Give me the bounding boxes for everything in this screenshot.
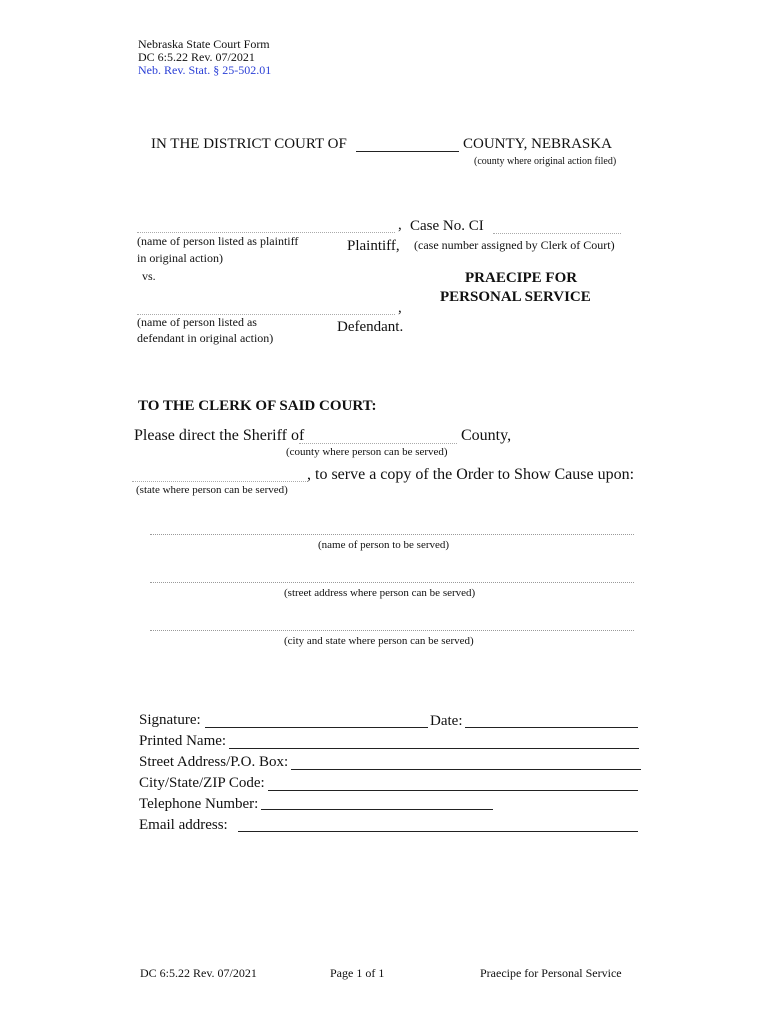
case-number-label: Case No. CI [410,218,484,234]
state-field[interactable] [132,480,308,482]
court-county-field[interactable] [356,150,459,152]
date-field[interactable] [465,726,638,728]
court-prefix: IN THE DISTRICT COURT OF [151,136,347,152]
form-title-line2: PERSONAL SERVICE [440,289,591,305]
footer-form-id: DC 6:5.22 Rev. 07/2021 [140,966,257,980]
state-hint: (state where person can be served) [136,484,288,496]
signature-label: Signature: [139,712,201,728]
sheriff-county-field[interactable] [299,442,457,444]
date-label: Date: [430,713,463,729]
person-name-field[interactable] [150,533,634,535]
footer-page-number: Page 1 of 1 [330,966,385,980]
street-label: Street Address/P.O. Box: [139,754,289,770]
city-state-hint: (city and state where person can be served) [284,635,474,647]
plaintiff-hint-2: in original action) [137,251,223,265]
street-address-hint: (street address where person can be served) [284,587,476,599]
telephone-field[interactable] [261,808,493,810]
footer-form-name: Praecipe for Personal Service [480,966,622,980]
clerk-heading: TO THE CLERK OF SAID COURT: [138,398,377,414]
county-word: County, [461,427,512,444]
court-county-hint: (county where original action filed) [474,156,617,167]
city-zip-field[interactable] [268,789,638,791]
person-name-hint: (name of person to be served) [318,539,450,551]
defendant-label: Defendant. [337,319,404,335]
printed-name-label: Printed Name: [139,733,227,749]
email-field[interactable] [238,830,638,832]
court-suffix: COUNTY, NEBRASKA [463,136,612,152]
city-state-field[interactable] [150,629,634,631]
printed-name-field[interactable] [229,747,639,749]
street-address-field[interactable] [150,581,634,583]
defendant-hint: (name of person listed as [137,315,257,329]
street-field[interactable] [291,768,641,770]
plaintiff-name-field[interactable] [137,231,395,233]
form-header-revision: DC 6:5.22 Rev. 07/2021 [138,50,255,64]
sheriff-county-hint: (county where person can be served) [286,446,448,458]
case-number-hint: (case number assigned by Clerk of Court) [414,238,615,252]
form-title-line1: PRAECIPE FOR [465,270,578,286]
plaintiff-label: Plaintiff, [347,238,400,254]
direct-sheriff-text: Please direct the Sheriff of [134,427,305,444]
statute-link[interactable]: Neb. Rev. Stat. § 25-502.01 [138,63,272,77]
telephone-label: Telephone Number: [139,796,259,812]
form-header-title: Nebraska State Court Form [138,37,270,51]
defendant-comma: , [398,300,402,316]
defendant-hint-2: defendant in original action) [137,331,274,345]
case-number-field[interactable] [493,232,621,234]
versus-text: vs. [142,269,156,283]
plaintiff-comma: , [398,217,402,233]
signature-field[interactable] [205,726,428,728]
serve-text: , to serve a copy of the Order to Show Cause upon: [307,466,635,483]
plaintiff-hint: (name of person listed as plaintiff [137,234,299,248]
city-zip-label: City/State/ZIP Code: [139,775,265,791]
email-label: Email address: [139,817,228,833]
